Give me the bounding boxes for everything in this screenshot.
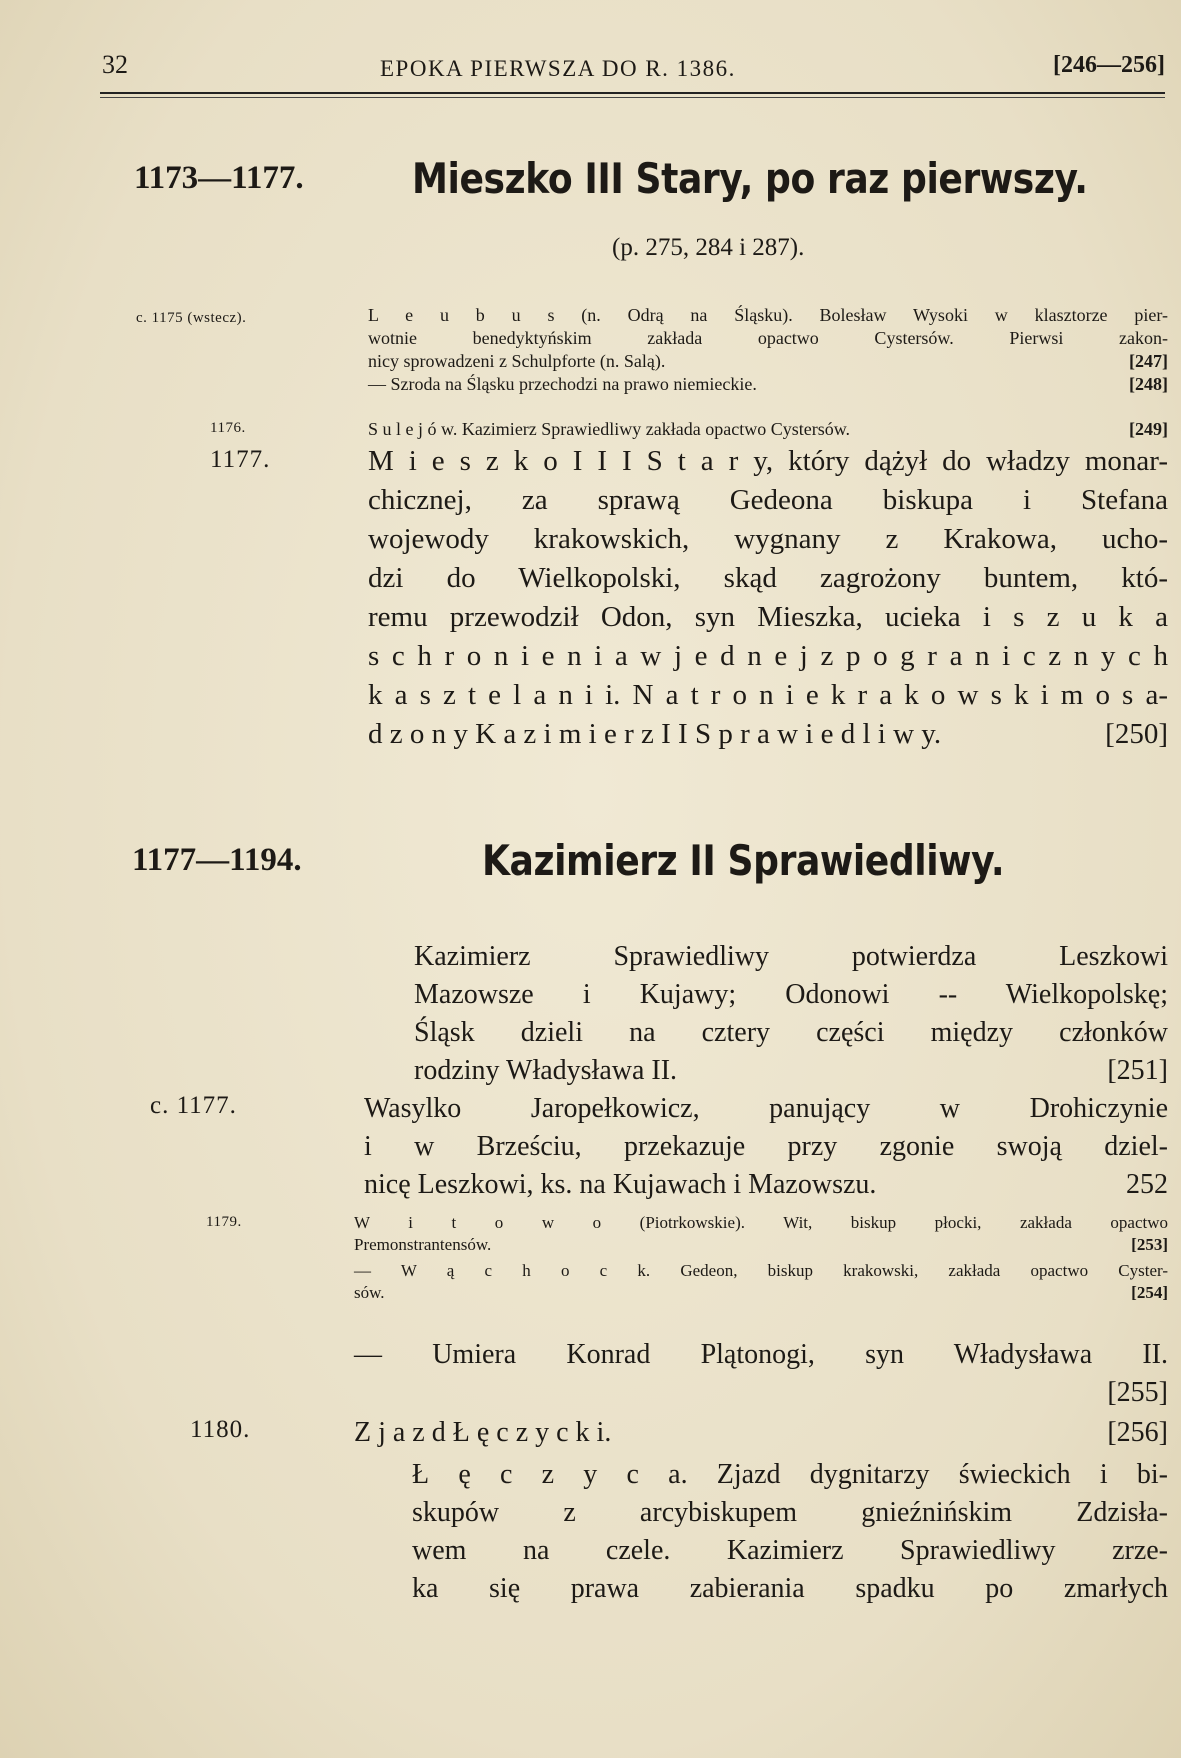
entry-date: 1179. — [206, 1214, 242, 1230]
text-line: d z o n y K a z i m i e r z I I S p r a w i e d l i w y. [250] — [368, 715, 1168, 754]
text-line: nicy sprowadzeni z Schulpforte (n. Salą). [247] — [368, 351, 1168, 371]
entry-text — [368, 304, 1168, 396]
text-line: wem na czele. Kazimierz Sprawiedliwy zrze- — [412, 1535, 1168, 1566]
ruler-heading: Kazimierz II Sprawiedliwy. — [482, 836, 1005, 885]
page-number: 32 — [102, 50, 128, 79]
text-line: s c h r o n i e n i a w j e d n e j z p o g r a n i c z n y c h — [368, 640, 1168, 672]
entry-range: [246—256] — [1053, 52, 1165, 78]
entry-text — [354, 1336, 1168, 1412]
text-line: — Szroda na Śląsku przechodzi na prawo niemieckie. [248] — [368, 374, 1168, 394]
entry-text — [368, 442, 1168, 754]
header-rule — [100, 92, 1165, 94]
entry-ref: [248] — [1129, 374, 1168, 394]
entry-ref: [255] — [1107, 1377, 1168, 1408]
text-line: Mazowsze i Kujawy; Odonowi -- Wielkopolskę; — [414, 979, 1168, 1010]
reign-years: 1177—1194. — [132, 842, 302, 878]
text-line: wojewody krakowskich, wygnany z Krakowa, ucho- — [368, 523, 1168, 555]
text-line: nicę Leszkowi, ks. na Kujawach i Mazowszu. 252 — [364, 1166, 1168, 1204]
text-line: Ł ę c z y c a. Zjazd dygnitarzy świeckich i bi- — [412, 1459, 1168, 1490]
entry-date: c. 1175 (wstecz). — [136, 310, 247, 326]
entry-ref: [247] — [1129, 351, 1168, 371]
text-line: Premonstrantensów. [253] — [354, 1235, 1168, 1254]
text-line: W i t o w o (Piotrkowskie). Wit, biskup płocki, zakłada opactwo — [354, 1213, 1168, 1232]
entry-text — [354, 1414, 1168, 1452]
entry-text — [412, 1456, 1168, 1608]
text-line: wotnie benedyktyńskim zakłada opactwo Cystersów. Pierwsi zakon- — [368, 328, 1168, 348]
text-line: Śląsk dzieli na cztery części między członków — [414, 1017, 1168, 1048]
text-line: — W ą c h o c k. Gedeon, biskup krakowski, zakłada opactwo Cyster- — [354, 1261, 1168, 1280]
text-line: — Umiera Konrad Plątonogi, syn Władysława II. — [354, 1339, 1168, 1370]
text-line: sów. [254] — [354, 1283, 1168, 1302]
entry-ref: [256] — [1107, 1417, 1168, 1448]
entry-date: 1180. — [190, 1416, 251, 1443]
text-line: Z j a z d Ł ę c z y c k i. [256] — [354, 1414, 1168, 1452]
text-line: i w Brześciu, przekazuje przy zgonie swoją dziel- — [364, 1131, 1168, 1162]
text-line: dzi do Wielkopolski, skąd zagrożony buntem, któ- — [368, 562, 1168, 594]
text-line: S u l e j ó w. Kazimierz Sprawiedliwy zakłada opactwo Cystersów. [249] — [368, 419, 1168, 439]
text-line: Wasylko Jaropełkowicz, panujący w Drohiczynie — [364, 1093, 1168, 1124]
entry-ref: [249] — [1129, 419, 1168, 439]
text-line: M i e s z k o I I I S t a r y, który dążył do władzy monar- — [368, 445, 1168, 477]
running-title: EPOKA PIERWSZA DO R. 1386. — [380, 56, 736, 81]
text-line — [354, 1374, 1168, 1412]
entry-ref: [254] — [1131, 1283, 1168, 1302]
text-line: remu przewodził Odon, syn Mieszka, ucieka i s z u k a — [368, 601, 1168, 633]
entry-text — [368, 418, 1168, 441]
text-line: L e u b u s (n. Odrą na Śląsku). Bolesław Wysoki w klasztorze pier- — [368, 305, 1168, 325]
entry-ref: [250] — [1105, 718, 1168, 750]
entry-text — [364, 1090, 1168, 1204]
entry-ref: 252 — [1126, 1169, 1168, 1200]
ruler-references: (p. 275, 284 i 287). — [612, 234, 805, 261]
entry-text — [414, 938, 1168, 1090]
entry-date: 1177. — [210, 446, 271, 473]
reign-years: 1173—1177. — [134, 160, 304, 196]
text-line: ka się prawa zabierania spadku po zmarłych — [412, 1573, 1168, 1604]
entry-date: 1176. — [210, 420, 246, 436]
entry-ref: [251] — [1107, 1055, 1168, 1086]
text-line: Kazimierz Sprawiedliwy potwierdza Leszkowi — [414, 941, 1168, 972]
entry-ref: [253] — [1131, 1235, 1168, 1254]
ruler-heading: Mieszko III Stary, po raz pierwszy. — [412, 154, 1088, 203]
text-line: skupów z arcybiskupem gnieźnińskim Zdzisła- — [412, 1497, 1168, 1528]
text-line: chicznej, za sprawą Gedeona biskupa i Stefana — [368, 484, 1168, 516]
text-line: rodziny Władysława II. [251] — [414, 1052, 1168, 1090]
header-rule-thin — [100, 97, 1165, 98]
running-head — [100, 50, 1165, 90]
entry-text — [354, 1212, 1168, 1304]
text-line: k a s z t e l a n i i. N a t r o n i e k r a k o w s k i m o s a- — [368, 679, 1168, 711]
entry-date: c. 1177. — [150, 1092, 237, 1119]
